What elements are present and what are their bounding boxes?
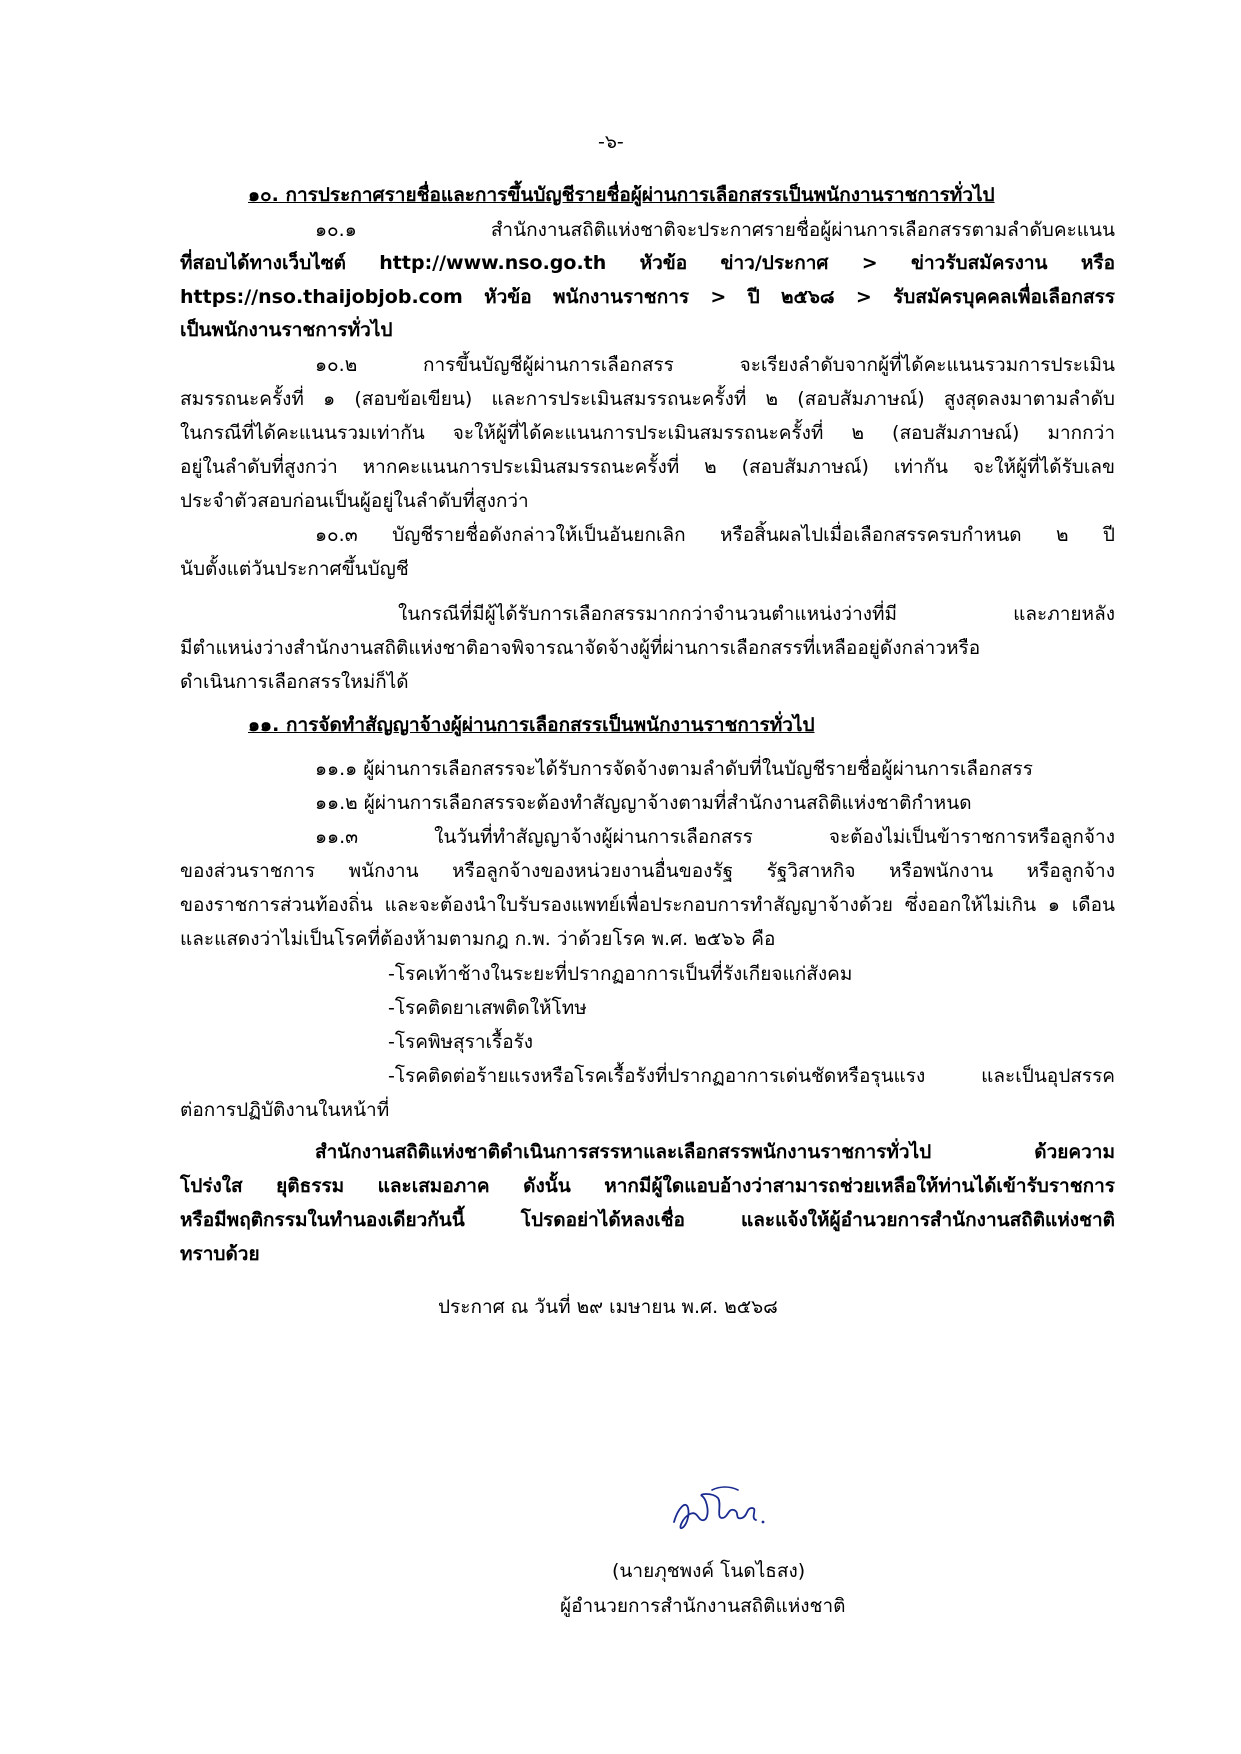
section-11-3-line: ของราชการส่วนท้องถิ่น และจะต้องนำใบรับรองแพทย์เพื่อประกอบการทำสัญญาจ้างด้วย ซึ่งออกให้ไม่เกิน ๑ เดือน [180, 894, 1115, 916]
section-10-2-line: ประจำตัวสอบก่อนเป็นผู้อยู่ในลำดับที่สูงกว่า [180, 490, 529, 512]
section-11-3-line: ของส่วนราชการ พนักงาน หรือลูกจ้างของหน่วยงานอื่นของรัฐ รัฐวิสาหกิจ หรือพนักงาน หรือลูกจ้าง [180, 860, 1115, 882]
section-10-2-line: ในกรณีที่ได้คะแนนรวมเท่ากัน จะให้ผู้ที่ได้คะแนนการประเมินสมรรถนะครั้งที่ ๒ (สอบสัมภาษณ์) มากกว่า [180, 422, 1115, 444]
section-10-1-line: เป็นพนักงานราชการทั่วไป [180, 319, 393, 341]
section-10-note-line: ดำเนินการเลือกสรรใหม่ก็ได้ [180, 671, 409, 693]
section-10-2-line: อยู่ในลำดับที่สูงกว่า หากคะแนนการประเมินสมรรถนะครั้งที่ ๒ (สอบสัมภาษณ์) เท่ากัน จะให้ผู้ที่ได้รับเลข [180, 456, 1115, 478]
section-10-2-line: สมรรถนะครั้งที่ ๑ (สอบข้อเขียน) และการประเมินสมรรถนะครั้งที่ ๒ (สอบสัมภาษณ์) สูงสุดลงมาตามลำดับ [180, 388, 1115, 410]
section-11-1: ๑๑.๑ ผู้ผ่านการเลือกสรรจะได้รับการจัดจ้างตามลำดับที่ในบัญชีรายชื่อผู้ผ่านการเลือกสรร [315, 758, 1033, 780]
section-10-title [248, 183, 995, 207]
section-10-1-line: https://nso.thaijobjob.com หัวข้อ พนักงานราชการ > ปี ๒๕๖๘ > รับสมัครบุคคลเพื่อเลือกสรร [180, 286, 1115, 308]
section-10-1-line: ที่สอบได้ทางเว็บไซต์ http://www.nso.go.th หัวข้อ ข่าว/ประกาศ > ข่าวรับสมัครงาน หรือ [180, 252, 1115, 274]
section-10-note-line: ในกรณีที่มีผู้ได้รับการเลือกสรรมากกว่าจำนวนตำแหน่งว่างที่มี และภายหลัง [398, 603, 1115, 625]
section-11-3-line: และแสดงว่าไม่เป็นโรคที่ต้องห้ามตามกฎ ก.พ. ว่าด้วยโรค พ.ศ. ๒๕๖๖ คือ [180, 928, 776, 950]
section-10-title-text: ๑๐. การประกาศรายชื่อและการขึ้นบัญชีรายชื่อผู้ผ่านการเลือกสรรเป็นพนักงานราชการทั่วไป [248, 184, 995, 206]
section-10-1-line: ๑๐.๑ สำนักงานสถิติแห่งชาติจะประกาศรายชื่อผู้ผ่านการเลือกสรรตามลำดับคะแนน [315, 219, 1115, 241]
notice-line: หรือมีพฤติกรรมในทำนองเดียวกันนี้ โปรดอย่าได้หลงเชื่อ และแจ้งให้ผู้อำนวยการสำนักงานสถิติแห่งชาติ [180, 1209, 1115, 1231]
signature-image [668, 1478, 778, 1536]
section-10-3-line: ๑๐.๓ บัญชีรายชื่อดังกล่าวให้เป็นอันยกเลิก หรือสิ้นผลไปเมื่อเลือกสรรครบกำหนด ๒ ปี [315, 524, 1115, 546]
disease-item: -โรคติดต่อร้ายแรงหรือโรคเรื้อรังที่ปรากฏอาการเด่นชัดหรือรุนแรง และเป็นอุปสรรค [388, 1065, 1115, 1087]
section-10-2-line: ๑๐.๒ การขึ้นบัญชีผู้ผ่านการเลือกสรร จะเรียงลำดับจากผู้ที่ได้คะแนนรวมการประเมิน [315, 354, 1115, 376]
disease-item: -โรคพิษสุราเรื้อรัง [388, 1031, 534, 1053]
section-11-title [248, 713, 815, 737]
signer-name: (นายภุชพงค์ โนดไธสง) [612, 1560, 806, 1582]
notice-line: โปร่งใส ยุติธรรม และเสมอภาค ดังนั้น หากมีผู้ใดแอบอ้างว่าสามารถช่วยเหลือให้ท่านได้เข้ารับราชการ [180, 1175, 1115, 1197]
disease-item-continued: ต่อการปฏิบัติงานในหน้าที่ [180, 1099, 390, 1121]
section-10-3-line: นับตั้งแต่วันประกาศขึ้นบัญชี [180, 558, 409, 580]
section-11-title-text: ๑๑. การจัดทำสัญญาจ้างผู้ผ่านการเลือกสรรเป็นพนักงานราชการทั่วไป [248, 714, 815, 736]
notice-line: ทราบด้วย [180, 1243, 260, 1265]
signer-title: ผู้อำนวยการสำนักงานสถิติแห่งชาติ [560, 1595, 846, 1617]
section-10-note-line: มีตำแหน่งว่างสำนักงานสถิติแห่งชาติอาจพิจารณาจัดจ้างผู้ที่ผ่านการเลือกสรรที่เหลืออยู่ดังกล่าวหรือ [180, 637, 981, 659]
disease-item: -โรคเท้าช้างในระยะที่ปรากฏอาการเป็นที่รังเกียจแก่สังคม [388, 963, 853, 985]
section-11-2: ๑๑.๒ ผู้ผ่านการเลือกสรรจะต้องทำสัญญาจ้างตามที่สำนักงานสถิติแห่งชาติกำหนด [315, 792, 972, 814]
section-11-3-line: ๑๑.๓ ในวันที่ทำสัญญาจ้างผู้ผ่านการเลือกสรร จะต้องไม่เป็นข้าราชการหรือลูกจ้าง [315, 826, 1115, 848]
disease-item: -โรคติดยาเสพติดให้โทษ [388, 997, 587, 1019]
page-number: -๖- [598, 131, 624, 153]
announce-date: ประกาศ ณ วันที่ ๒๙ เมษายน พ.ศ. ๒๕๖๘ [438, 1296, 778, 1318]
notice-line: สำนักงานสถิติแห่งชาติดำเนินการสรรหาและเลือกสรรพนักงานราชการทั่วไป ด้วยความ [315, 1141, 1115, 1163]
